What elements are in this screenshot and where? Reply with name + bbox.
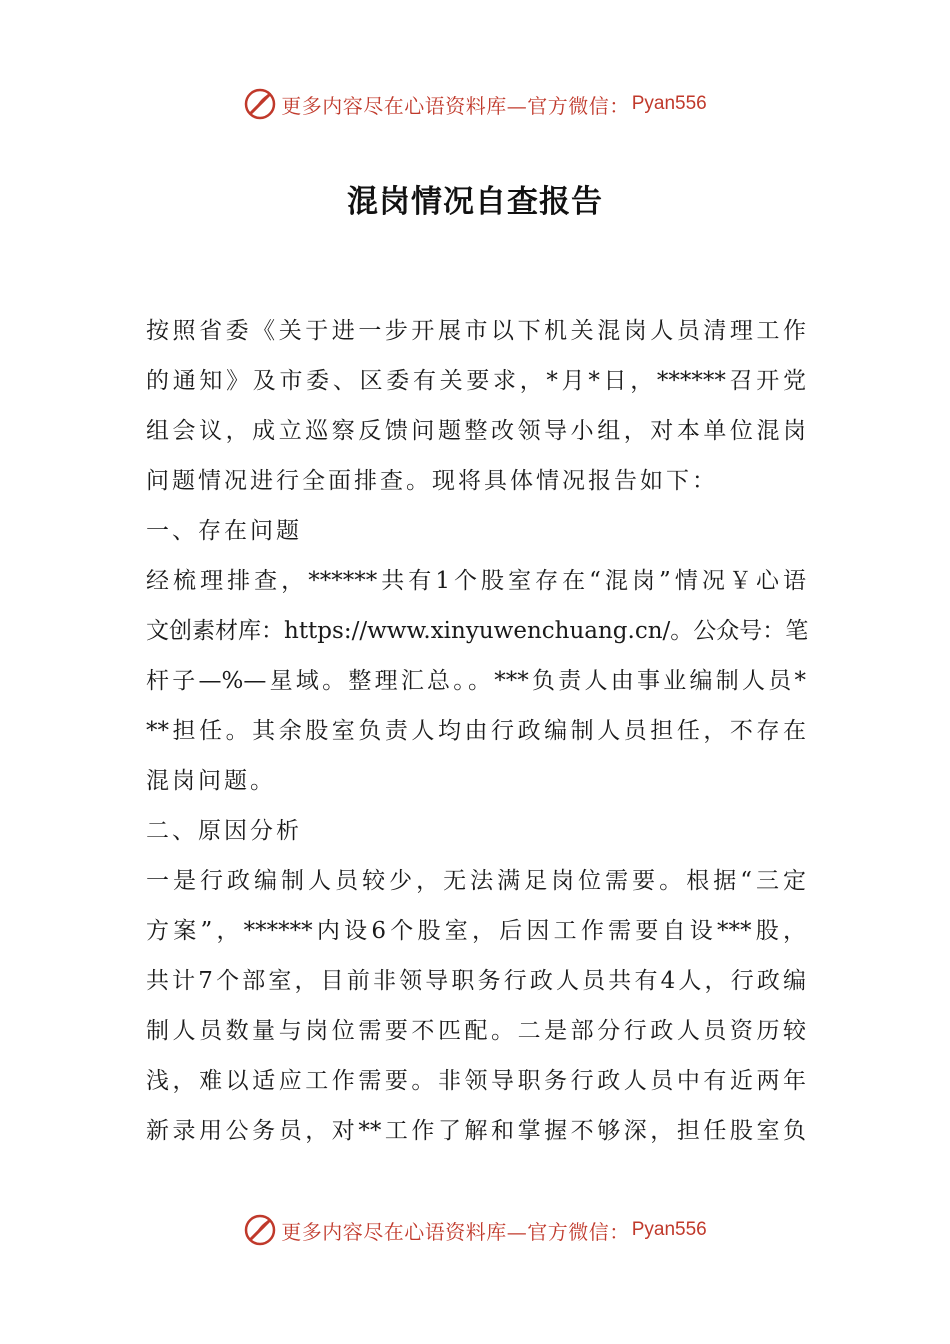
text-line: 方案”，******内设6个股室，后因工作需要自设***股， [146,918,806,944]
section-heading: 二、原因分析 [146,818,302,844]
text-line: **担任。其余股室负责人均由行政编制人员担任，不存在 [146,718,806,744]
text-line: 浅，难以适应工作需要。非领导职务行政人员中有近两年 [146,1068,806,1094]
text-line: 经梳理排查，******共有1个股室存在“混岗”情况￥心语 [146,568,806,594]
section-heading: 一、存在问题 [146,518,302,544]
quill-logo-icon [243,1213,277,1247]
text-line: 制人员数量与岗位需要不匹配。二是部分行政人员资历较 [146,1018,806,1044]
watermark-text: 更多内容尽在心语资料库—官方微信： [281,1219,630,1244]
text-line: 的通知》及市委、区委有关要求，*月*日，******召开党 [146,368,806,394]
text-line: 文创素材库：https://www.xinyuwenchuang.cn/。公众号：笔 [146,618,809,644]
watermark-banner-bottom [0,1210,950,1250]
document-body [146,306,809,1156]
text-line: 组会议，成立巡察反馈问题整改领导小组，对本单位混岗 [146,418,806,444]
watermark-banner-top [0,84,950,124]
text-line: 混岗问题。 [146,768,276,794]
text-line: 杆子—%—星域。整理汇总。。***负责人由事业编制人员* [146,668,806,694]
document-title: 混岗情况自查报告 [347,184,603,220]
text-line: 共计7个部室，目前非领导职务行政人员共有4人，行政编 [146,968,806,994]
watermark-text: 更多内容尽在心语资料库—官方微信： [281,93,630,118]
quill-logo-icon [243,87,277,121]
text-line: 一是行政编制人员较少，无法满足岗位需要。根据“三定 [146,868,806,894]
watermark-handle: Pyan556 [631,1219,707,1240]
text-line: 按照省委《关于进一步开展市以下机关混岗人员清理工作 [146,318,806,344]
watermark-handle: Pyan556 [631,93,707,114]
text-line: 新录用公务员，对**工作了解和掌握不够深，担任股室负 [146,1118,806,1144]
text-line: 问题情况进行全面排查。现将具体情况报告如下： [146,468,718,494]
